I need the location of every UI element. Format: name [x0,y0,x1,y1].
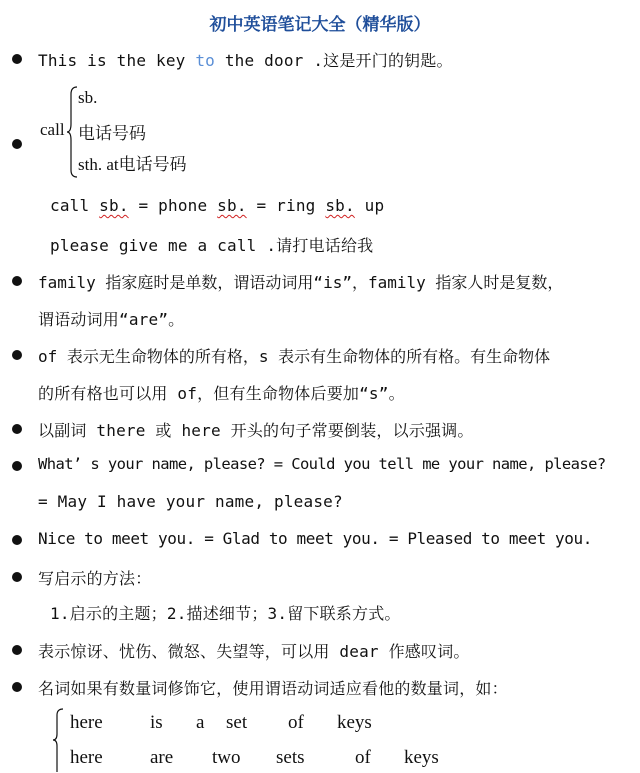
example-word: set [226,712,248,733]
spell-word: sb. [325,196,355,215]
note-text: of 表示无生命物体的所有格，s 表示有生命物体的所有格。有生命物体 [38,347,551,366]
example-word: sets [276,747,305,768]
call-option-sb: sb. [78,88,98,107]
bullet-icon [12,424,22,434]
call-word: call [40,120,65,139]
note-text: 的所有格也可以用 of，但有生命物体后要加“s”。 [38,384,405,403]
note-text: please give me a call .请打电话给我 [50,236,374,255]
text-part: = phone [128,196,218,215]
note-text: = May I have your name, please? [38,492,343,511]
bullet-icon [12,276,22,286]
highlight-word: to [195,51,215,70]
example-word: is [150,712,163,733]
bullet-icon [12,572,22,582]
text-part: up [354,196,385,215]
note-text: 以副词 there 或 here 开头的句子常要倒装，以示强调。 [38,421,474,440]
note-text [50,196,384,215]
note-text: 1.启示的主题；2.描述细节；3.留下联系方式。 [50,604,401,623]
example-word: of [355,747,371,768]
text-part: This is the key [38,51,196,70]
text-part: = ring [246,196,326,215]
bullet-icon [12,139,22,149]
note-text: Nice to meet you. = Glad to meet you. = Pleased to meet you. [38,529,592,548]
bullet-icon [12,535,22,545]
brace-icon [52,708,64,772]
text-part: sth. at [78,155,119,174]
bullet-icon [12,645,22,655]
example-word: of [288,712,304,733]
call-usage-block [0,84,640,180]
example-word: a [196,712,205,733]
bullet-icon [12,54,22,64]
example-word: keys [404,747,439,768]
note-text: family 指家庭时是单数，谓语动词用“is”，family 指家人时是复数， [38,273,564,292]
call-option-sth [78,150,187,175]
spell-word: sb. [217,196,247,215]
text-part: call [50,196,100,215]
text-part: the door .这是开门的钥匙。 [215,51,453,70]
note-text: 表示惊讶、忧伤、微怒、失望等，可以用 dear 作感叹词。 [38,642,470,661]
call-option-phone: 电话号码 [78,124,146,143]
note-text: 谓语动词用“are”。 [38,310,185,329]
example-word: two [212,747,241,768]
spell-word: sb. [99,196,129,215]
page-title: 初中英语笔记大全（精华版） [209,15,431,35]
note-text [38,48,453,71]
brace-icon [66,86,78,178]
text-part: 电话号码 [118,155,187,174]
example-word: here [70,747,103,768]
bullet-icon [12,682,22,692]
bullet-icon [12,350,22,360]
bullet-icon [12,461,22,471]
note-text: 名词如果有数量词修饰它，使用谓语动词适应看他的数量词，如： [38,679,508,698]
note-text: 写启示的方法： [38,569,152,588]
example-word: here [70,712,103,733]
example-word: keys [337,712,372,733]
note-text: What’ s your name, please? = Could you tell me your name, please? [38,455,606,473]
example-word: are [150,747,174,768]
